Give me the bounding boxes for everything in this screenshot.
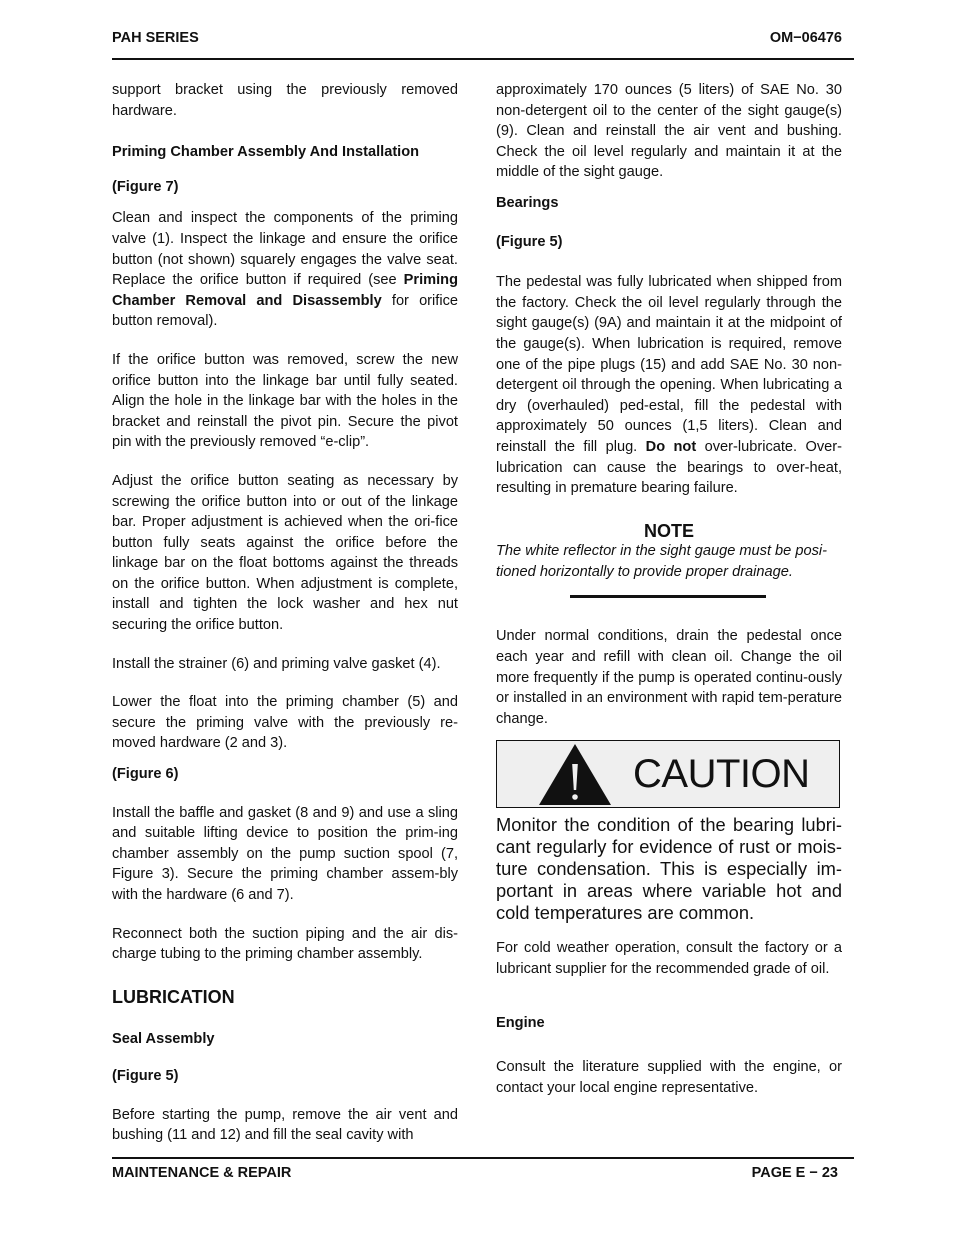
paragraph: The pedestal was fully lubricated when shipped from the factory. Check the oil level regularly through the sight gauge(s) (9A) and maintain it at the midpoint of the gauge(s). When lubrication is required, remove one of the pipe plugs (15) and add SAE No. 30 non-detergent oil through the opening. When lubricating a dry (overhauled) ped-estal, fill the pedestal with approximately 50 ounces (1,5 liters). Clean and reinstall the fill plug. Do not over-lubricate. Over-lubrication can cause the bearings to over-heat, resulting in premature bearing failure. [496,274,842,497]
section-title-lubrication: LUBRICATION [112,986,235,1007]
paragraph: Clean and inspect the components of the priming valve (1). Inspect the linkage and ensure the orifice button (not shown) squarely engages the valve seat. Replace the orifice button if required (see Priming Chamber Removal and Disassembly for orifice button removal). [112,210,458,330]
cross-reference: Priming Chamber Removal and Disassembly [112,272,458,309]
figure-ref: (Figure 7) [112,178,179,195]
paragraph: Install the baffle and gasket (8 and 9) and use a sling and suitable lifting device to position the prim-ing chamber assembly on the pump suction spool (7, Figure 3). Secure the priming chamber assem-bly with the hardware (6 and 7). [112,804,458,903]
section-heading: Seal Assembly [112,1031,215,1048]
paragraph: Adjust the orifice button seating as necessary by screwing the orifice button into or out of the linkage bar. Proper adjustment is achieved when the ori-fice button fully seats against the orifice before the linkage bar on the float bottoms against the threads on the orifice button. When adjustment is complete, install and tighten the lock washer and hex nut securing the orifice button. [112,472,458,634]
warning-triangle-icon [537,742,613,806]
right-column [496,80,842,1098]
section-heading: Priming Chamber Assembly And Installation [112,144,420,161]
left-column [112,80,458,1146]
paragraph: Under normal conditions, drain the pedestal once each year and refill with clean oil. Change the oil more frequently if the pump is operated continu-ously or installed in an environment with rapid tem-perature change. [496,628,842,727]
footer-page-number: PAGE E − 23 [751,1165,838,1181]
section-heading: Engine [496,1014,545,1031]
paragraph: Install the strainer (6) and priming valve gasket (4). [112,655,441,672]
figure-ref: (Figure 5) [112,1067,179,1084]
figure-ref: (Figure 5) [496,233,563,250]
paragraph: Consult the literature supplied with the engine, or contact your local engine representative. [496,1059,842,1096]
caution-label: CAUTION [633,752,810,797]
note-title: NOTE [643,520,694,541]
caution-text: Monitor the condition of the bearing lubri-cant regularly for evidence of rust or mois-ture condensation. This is especially im-portant in areas where variable hot and cold temperatures are common. [496,814,842,924]
footer-section: MAINTENANCE & REPAIR [112,1165,292,1181]
header-doc-number: OM−06476 [769,30,842,46]
footer-rule [112,1157,854,1159]
caution-banner [496,740,840,808]
figure-ref: (Figure 6) [112,766,179,783]
paragraph: support bracket using the previously removed hardware. [112,82,458,119]
paragraph: If the orifice button was removed, screw the new orifice button into the linkage bar until fully seated. Align the hole in the linkage bar with the holes in the bracket and reinstall the pivot pin. Secure the pivot pin with the previously removed “e-clip”. [112,351,458,451]
paragraph: For cold weather operation, consult the factory or a lubricant supplier for the recommended grade of oil. [496,940,842,978]
paragraph: Before starting the pump, remove the air vent and bushing (11 and 12) and fill the seal cavity with [112,1106,458,1144]
header-rule [112,58,854,60]
note-body: The white reflector in the sight gauge must be posi-tioned horizontally to provide proper drainage. [496,543,827,580]
emphasis: Do not [645,438,697,455]
header-series: PAH SERIES [112,30,199,46]
paragraph: Lower the float into the priming chamber (5) and secure the priming valve with the previously re-moved hardware (2 and 3). [112,694,458,752]
paragraph: approximately 170 ounces (5 liters) of SAE No. 30 non-detergent oil to the center of the sight gauge(s) (9). Clean and reinstall the air vent and bushing. Check the oil level regularly and maintain it at the middle of the sight gauge. [496,82,842,181]
page-footer [112,1165,838,1187]
section-heading: Bearings [496,194,559,211]
paragraph: Reconnect both the suction piping and the air dis-charge tubing to the priming chamber assembly. [112,925,458,963]
page-header [112,30,842,52]
